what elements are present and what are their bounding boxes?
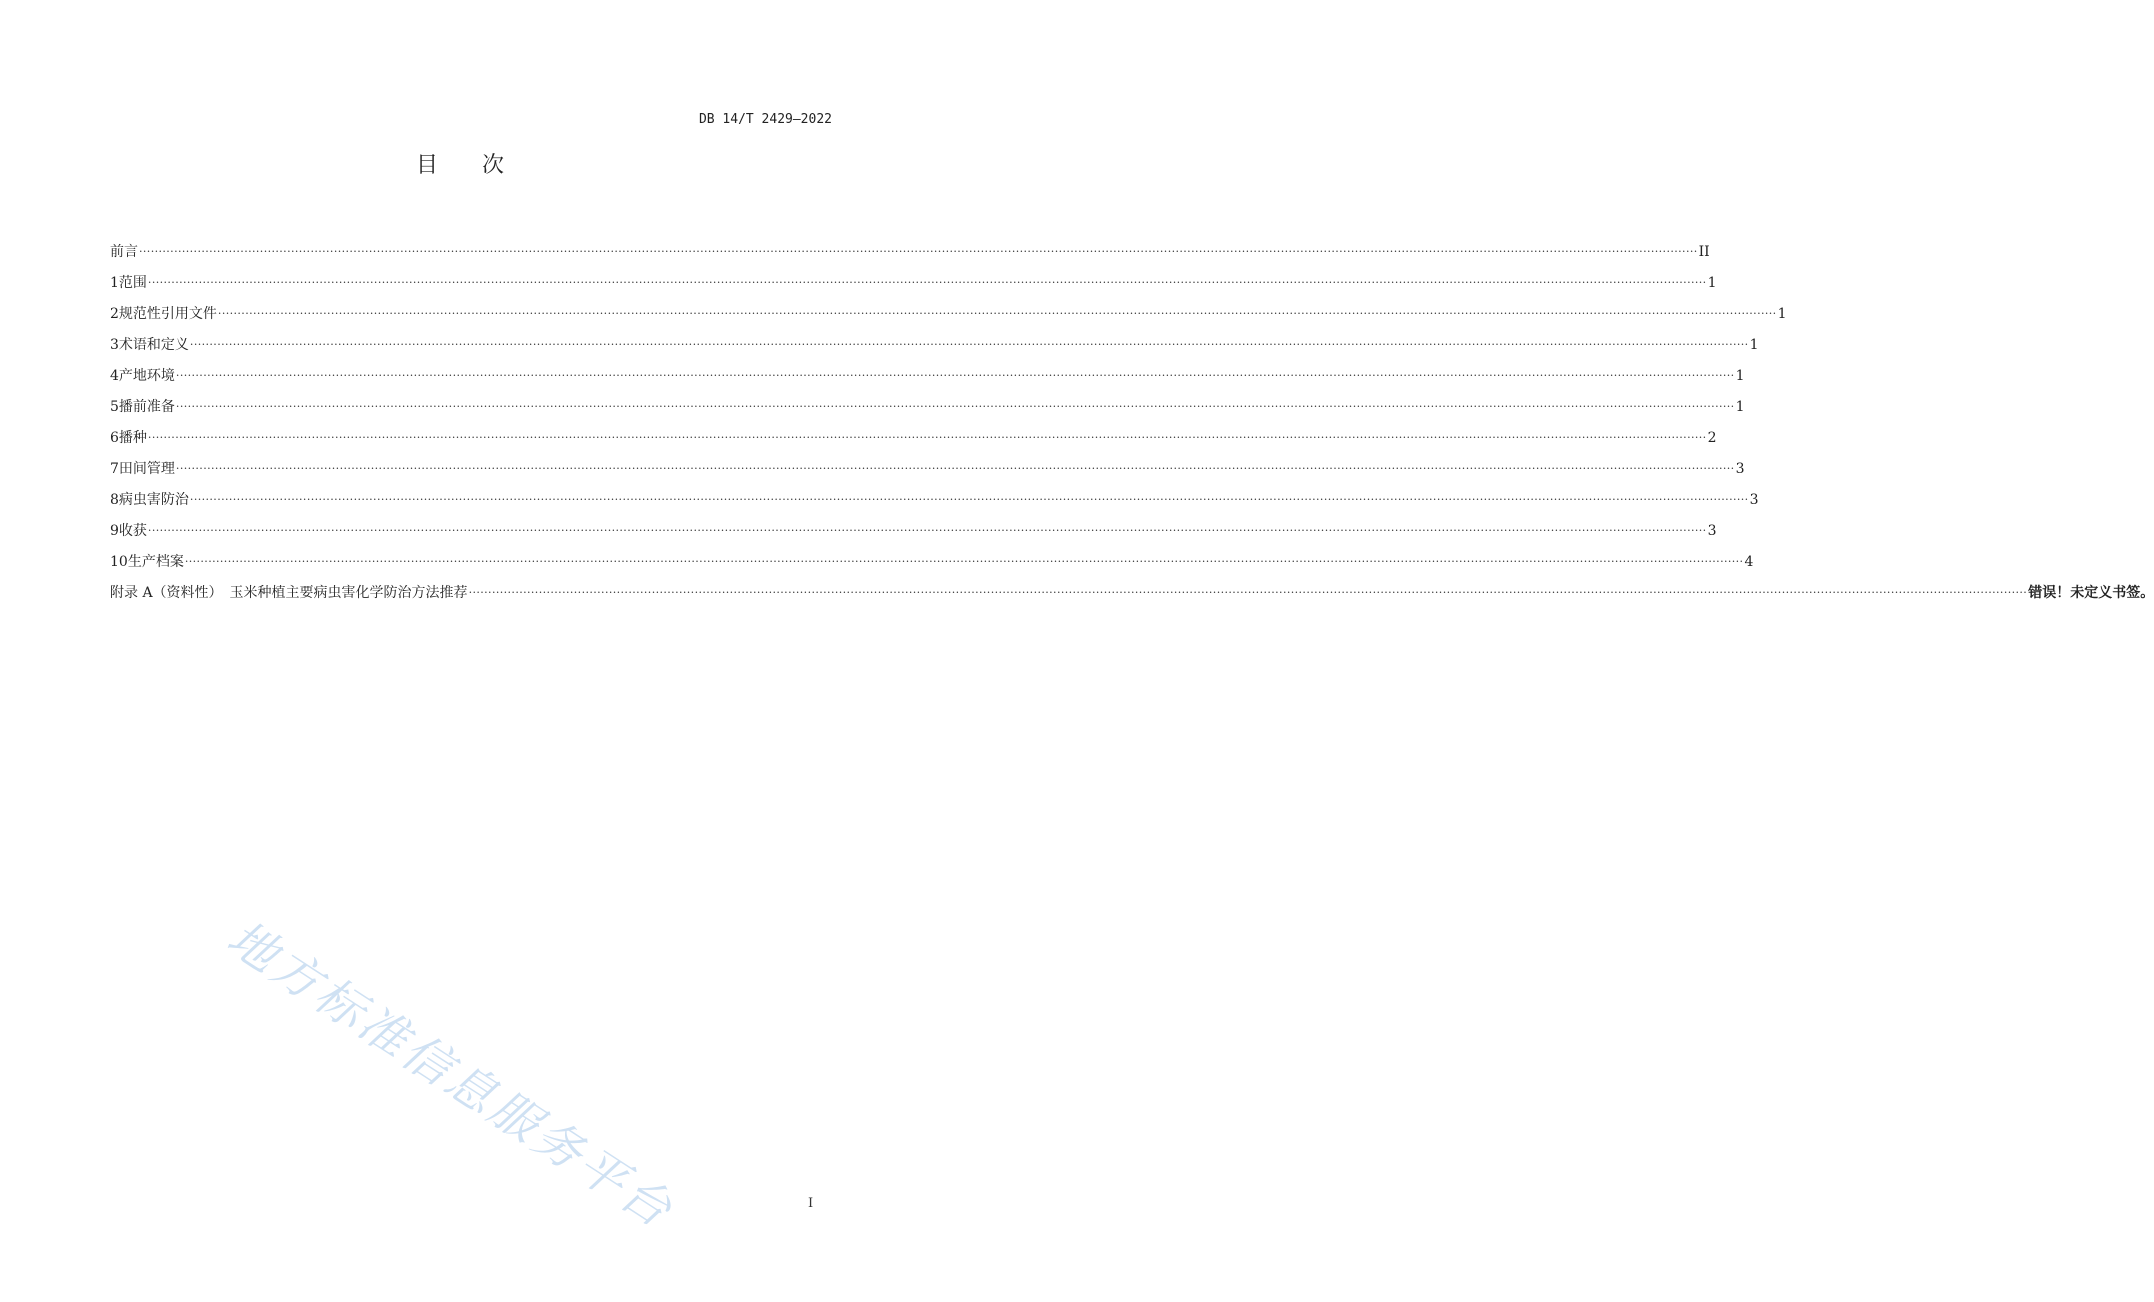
page-number: I (808, 1196, 814, 1211)
toc-label: 范围 (118, 275, 147, 291)
toc-leader: ................................................................................................................................................................................................................................................................................................................................................................................................................ (147, 428, 1707, 441)
toc-entry-1[interactable] (110, 263, 1717, 294)
toc-number: 1 (110, 275, 119, 291)
table-of-contents (110, 232, 2154, 604)
toc-label: 生产档案 (127, 554, 184, 570)
toc-number: 7 (110, 461, 119, 477)
toc-page: 1 (1749, 337, 1759, 353)
toc-page: 1 (1707, 275, 1717, 291)
toc-page-error: 错误！未定义书签。 (2028, 585, 2154, 601)
toc-entry-3[interactable] (110, 325, 1759, 356)
toc-number: 8 (110, 492, 119, 508)
toc-leader: ................................................................................................................................................................................................................................................................................................................................................................................................................ (217, 304, 1777, 317)
toc-entry-4[interactable] (110, 356, 1745, 387)
toc-leader: ................................................................................................................................................................................................................................................................................................................................................................................................................ (147, 521, 1707, 534)
toc-leader: ................................................................................................................................................................................................................................................................................................................................................................................................................ (468, 583, 2028, 596)
toc-entry-10[interactable] (110, 542, 1754, 573)
toc-leader: ................................................................................................................................................................................................................................................................................................................................................................................................................ (175, 397, 1735, 410)
toc-entry-foreword[interactable] (110, 232, 1710, 263)
toc-leader: ................................................................................................................................................................................................................................................................................................................................................................................................................ (189, 490, 1749, 503)
standard-code: DB 14/T 2429—2022 (698, 112, 832, 127)
toc-label: 病虫害防治 (118, 492, 189, 508)
toc-label: 前言 (110, 244, 138, 260)
toc-entry-7[interactable] (110, 449, 1745, 480)
toc-page: 1 (1777, 306, 1787, 322)
toc-number: 2 (110, 306, 119, 322)
toc-page: 3 (1707, 523, 1717, 539)
toc-label: 规范性引用文件 (118, 306, 217, 322)
toc-entry-appendix-a[interactable] (110, 573, 2154, 604)
toc-page: 2 (1707, 430, 1717, 446)
toc-label: 播前准备 (118, 399, 175, 415)
toc-entry-9[interactable] (110, 511, 1717, 542)
toc-label: 田间管理 (118, 461, 175, 477)
toc-leader: ................................................................................................................................................................................................................................................................................................................................................................................................................ (189, 335, 1749, 348)
toc-page: 4 (1744, 554, 1754, 570)
toc-label: 术语和定义 (118, 337, 189, 353)
toc-leader: ................................................................................................................................................................................................................................................................................................................................................................................................................ (175, 459, 1735, 472)
toc-entry-2[interactable] (110, 294, 1787, 325)
watermark: 地方标准信息服务平台 (217, 909, 684, 1240)
toc-entry-5[interactable] (110, 387, 1745, 418)
toc-leader: ................................................................................................................................................................................................................................................................................................................................................................................................................ (184, 552, 1744, 565)
toc-page: 3 (1735, 461, 1745, 477)
toc-entry-8[interactable] (110, 480, 1759, 511)
page-title: 目次 (415, 153, 548, 178)
toc-number: 6 (110, 430, 119, 446)
toc-page: II (1698, 244, 1710, 260)
toc-number: 10 (110, 554, 128, 570)
toc-label: 播种 (118, 430, 147, 446)
toc-page: 1 (1735, 399, 1745, 415)
toc-label: 附录 A（资料性） 玉米种植主要病虫害化学防治方法推荐 (110, 585, 468, 601)
toc-leader: ................................................................................................................................................................................................................................................................................................................................................................................................................ (175, 366, 1735, 379)
toc-page: 1 (1735, 368, 1745, 384)
toc-number: 3 (110, 337, 119, 353)
toc-number: 4 (110, 368, 119, 384)
toc-leader: ................................................................................................................................................................................................................................................................................................................................................................................................................ (139, 242, 1698, 255)
toc-page: 3 (1749, 492, 1759, 508)
toc-number: 9 (110, 523, 119, 539)
toc-leader: ................................................................................................................................................................................................................................................................................................................................................................................................................ (147, 273, 1707, 286)
toc-number: 5 (110, 399, 119, 415)
toc-label: 产地环境 (118, 368, 175, 384)
toc-entry-6[interactable] (110, 418, 1717, 449)
toc-label: 收获 (118, 523, 147, 539)
